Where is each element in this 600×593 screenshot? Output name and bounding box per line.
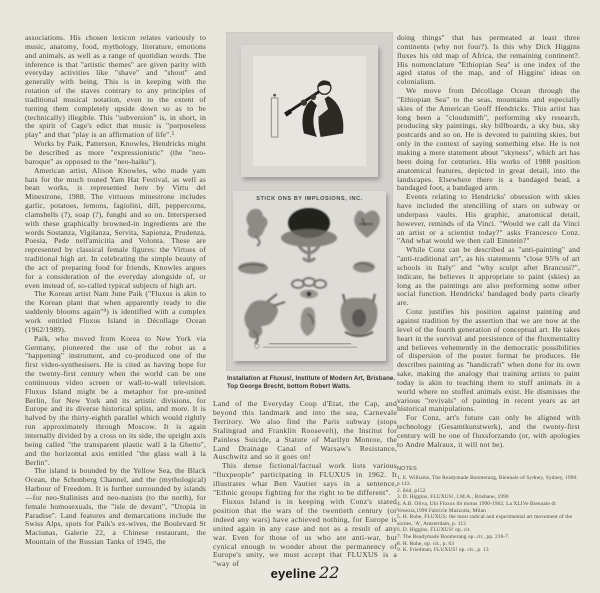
issue-number: 22 (319, 563, 340, 582)
body-paragraph: Conz justifies his position against painting and against tradition by the assertion that we are now at the level of the fourth generation of conceptual art. He takes heart in the survival and persistence of the fluxmentality and believes vehemently in the democratic possibilities of dispersion of the poster format he produces. He describes painting as "handicraft" when done for its own sake, making the analogy that training artists to paint today is akin to teaching them to stuff animals in a world where no stuffed animals exist. He dismisses the various "revivals" of painting in recent years as art historical manipulations. (397, 307, 580, 414)
note-item: 2. ibid, p152 (397, 487, 426, 494)
body-paragraph: The island is bounded by the Yellow Sea, the Black Ocean, the Schonberg Channel, and the (mythological) Harbour of Freedom. It is further surrounded by islands—for neo-Stalinists and neo-nazists (to the north), for female homosexuals, the "isle de devant", "Utopia in Paradise". Land features and demarcations include the Swiss Alps, spots for Paik's ex-wives, the Boulevard St Maciunas, Galerie 22, a Chinese restaurant, the Mountain of the Russian Tanks of 1945, the (25, 466, 206, 547)
note-item: 7. The Readymade Boomerang op. cit., pp. 216-7. (397, 533, 510, 540)
body-paragraph: This dense fictional/factual work lists various "fluxpeople" participating in FLUXUS in 1962. It illustrates what Ben Vautier says in a sentence, "Ethnic groups fighting for the right to be different". (213, 461, 397, 498)
note-item: 9. K. Friedman, FLUXUS! op. cit., p. 13 (397, 547, 489, 554)
tattoo-designs-graphic (233, 202, 386, 352)
body-paragraph: We move from Décollage Ocean through the "Ethiopian Sea" to the seas, mountains and especially skies of the American Geoff Hendricks. This artist has long been a "cloudsmith", performing sky research, producing sky paintings, sky billboards, a sky bus, sky postcards and so on. He is devoted to painting skies, but only in the context of saying something else. He is not making a mere statement about "skyness", which art has been doing for centuries. His works of 1988 position anatomical features, depicted in great detail, into the landscapes. Elsewhere there is a bandaged head, a bandaged foot, a bandaged arm. (397, 86, 580, 193)
body-paragraph: American artist, Alison Knowles, who made yam hats for the much touted Yam Hat Festival, as well as bean works, is represented here by Virtu del Minestrone, 1988. The virtuous minestrone includes garlic, potatoes, lemons, fagiolini, dill, peppercorns, clamshells (?), soap (?), funghi and so on. Interspersed with these graphically browned-in ingredients are the words Sostanza, Vigilanza, Servita, Sapienza, Prudenza, Poesia, Pede nell'amicitia and Volonta. These are represented by classical female figures: the Virtues of traditional high art. In celebrating the simple beauty of the act of preparing food for friends, Knowles argues for a consideration of the everyday alongside of, or even instead of, so-called typical subjects of high art. (25, 165, 206, 290)
body-paragraph: doing things" that has permeated at least three continents (why not four?). Is this why Dick Higgins fluxes his old map of Africa, the remaining continent?. His nomenclature "Ethiopian Sea" is one index of the aged status of the map, and of Higgins' ideas on colonialism. (397, 33, 580, 87)
poster-title: STICK ONS BY IMPLOSIONS, INC. (256, 196, 363, 202)
stick-ons-poster-watts (233, 191, 386, 361)
note-item: 4. A.B. Oliva, Ubi Fluxus ibi motus 1990-1962, La XLIVe Biennale di Venezia,1990 Fabricle Mazzotta, Milan (397, 500, 556, 514)
caption-line-2: Top George Brecht, bottom Robert Watts. (227, 382, 351, 390)
body-paragraph: Paik, who moved from Korea to New York via Germany, pioneered the use of the robot as a "happening" instrument, and co-produced one of the first video-synthesisers. He is cited as having hope for the twenty-first century when the world can be one continuous video screen or wall-to-wall television. Fluxus Island might be a metaphor for pre-united Berlin, for New York and its artistic divisions, for Europe and its diverse historical splits, and more. It is halved by the thirty-eighth parallel which would rightly run approximately through Moscow. It is again internally divided by a cross on its side, the upright axis being called "the transparent plastic wall à la Ghetto", and the horizontal axis entitled "the glass wall à la Berlin". (25, 333, 206, 467)
notes-heading: NOTES (397, 466, 417, 472)
installation-photo (227, 33, 392, 370)
body-paragraph: associations. His chosen lexicon relates variously to music, anatomy, food, mythology, literature, emotions and animals, as well as a range of quotidian words. The inference is that "artistic themes" are given parity with everyday activities like "shave" and "shout" and generally with being. This is in keeping with the rotation of the staves contrary to any principles of traditional musical notation, even to the extent of turning them completely upside down so as to be (technically) illegible. This "subversion" is, in short, in the spirit of Cage's edict that music is "purposeless play" and that "play is an affirmation of life".⁵ (25, 33, 206, 140)
note-item: 5. H. Ruhe, FLUXUS: the most radical and experimental art movement of the sixties, 'A', Amsterdam, p. 113 (397, 514, 573, 527)
page-footer (213, 563, 397, 583)
body-paragraph: For Conz, art's future can only be aligned with technology (Gesamtkunstwerk), and the twenty-first century will be one of fluxsforzando (or, with apologies to Andre Malraux, it will not be). (397, 413, 580, 449)
body-paragraph: While Conz can be described as "anti-painting" and "anti-traditional art", as his statements "close 95% of art schools in Italy" and "why sculpt after Brancusi?", indicate, he believes it appropriate to paint (skies) as long as the paintings are also performing some other social function. Hendricks' bandaged body parts clearly are. (397, 245, 580, 308)
note-item: 1. E. Williams, The Readymade Boomerang, Biennale of Sydney, Sydney, 1990. p 143. (397, 474, 578, 488)
caption-line-1: Installation at Fluxus!, Institute of Modern Art, Brisbane. (227, 375, 396, 382)
right-column (397, 34, 580, 450)
body-paragraph: Fluxus Island is in keeping with Conz's stated position that the wars of the twentieth century (or indeed any wars) have achieved nothing, for Europe is united again in any case and not as a result of any war. Even for those of us who are anti-war, but cynical enough to wonder about the permanency of Europe's unity, we must accept that FLUXUS is a "way of (213, 496, 397, 569)
note-item: 6. D. Higgins, FLUXUS! op. cit. (397, 527, 471, 534)
photo-caption (227, 375, 399, 390)
body-paragraph: The Korean artist Nam June Paik ("Fluxus is akin to the Korean plant that when apparently ready to die suddenly blooms again"⁹) is identified with a complex work entitled Fluxus Island in Décollage Ocean (1962/1989). (25, 289, 206, 334)
note-item: 8. H. Ruhe, op. cit., p. 63 (397, 540, 455, 547)
body-paragraph: Works by Paik, Patterson, Knowles, Hendricks might be described as more "expressionistic" (the "neo-baroque" as opposed to the "neo-haiku"). (25, 139, 206, 166)
note-item: 3. D. Higgins, FLUXUS!, I.M.A., Brisbane, 1990 (397, 494, 509, 501)
magazine-name: eyeline (270, 566, 317, 581)
endnotes (397, 466, 581, 554)
left-column (25, 34, 206, 547)
clarinet-player-drawing (263, 64, 356, 158)
artwork-mat (253, 56, 366, 166)
body-paragraph: Land of the Everyday Coup d'Etat, the Cap, and beyond this landmark and into the sea, Carnevale Territory. We also find the Paris subway (stops Stalingrad and Franklin Roosevelt), the Institut for Painless Suicide, a Statute of Marilyn Monroe, the Land Drainage Canal of Warsaw's Resistance, Auschwitz and so it goes on! (213, 399, 397, 462)
body-paragraph: Events relating to Hendricks' obsession with skies have included the stencilling of stars on subway or underpass vaults. His graphic, anatomical detail, however, reminds of da Vinci. "Would we call da Vinci an artist or a scientist today?" asks Francesco Conz. "And what would we then call Einstein?" (397, 192, 580, 246)
middle-column (213, 400, 397, 569)
framed-artwork-brecht (241, 45, 378, 177)
